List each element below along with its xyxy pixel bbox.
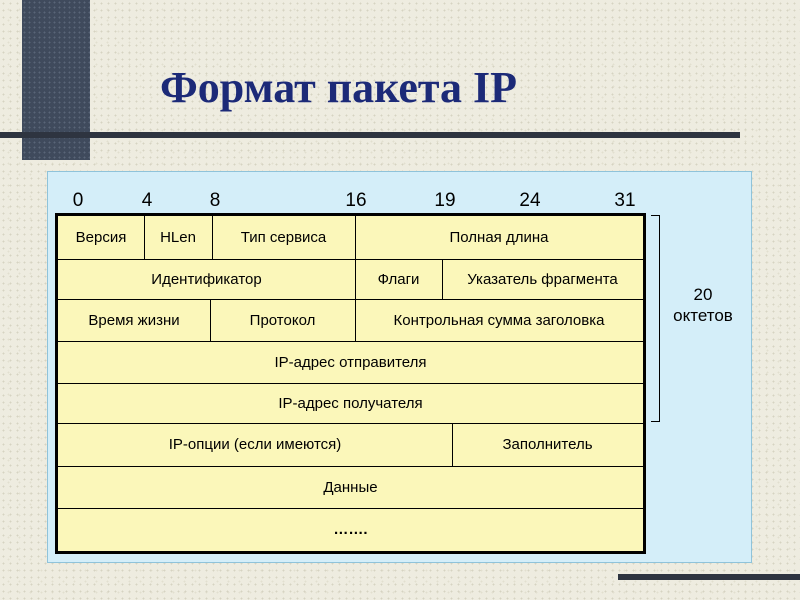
field-protocol: Протокол bbox=[249, 311, 316, 329]
header-size-unit: октетов bbox=[673, 306, 733, 325]
field-service-type: Тип сервиса bbox=[240, 229, 327, 246]
footer-rule bbox=[618, 574, 800, 580]
bit-label-4: 4 bbox=[141, 190, 153, 211]
bit-label-19: 19 bbox=[434, 190, 456, 211]
ip-packet-table bbox=[55, 213, 646, 554]
field-header-checksum: Контрольная сумма заголовка bbox=[393, 311, 605, 329]
field-ttl: Время жизни bbox=[88, 311, 180, 329]
field-padding: Заполнитель bbox=[502, 436, 593, 453]
header-bracket bbox=[651, 215, 660, 422]
bit-label-31: 31 bbox=[614, 190, 636, 211]
header-size-label bbox=[664, 284, 742, 326]
field-ip-options: IP-опции (если имеются) bbox=[168, 436, 342, 453]
field-more-data: ……. bbox=[333, 521, 368, 538]
field-flags: Флаги bbox=[377, 270, 420, 288]
bit-label-0: 0 bbox=[72, 190, 84, 211]
field-hlen: HLen bbox=[160, 229, 196, 246]
slide-title: Формат пакета IP bbox=[160, 63, 518, 112]
header-size-value: 20 bbox=[693, 285, 713, 304]
field-data: Данные bbox=[323, 478, 378, 496]
field-source-ip: IP-адрес отправителя bbox=[274, 353, 427, 371]
bit-label-24: 24 bbox=[519, 190, 541, 211]
field-version: Версия bbox=[75, 229, 127, 246]
bit-label-16: 16 bbox=[345, 190, 367, 211]
field-identifier: Идентификатор bbox=[151, 270, 262, 288]
bit-label-8: 8 bbox=[209, 190, 221, 211]
field-total-length: Полная длина bbox=[449, 229, 549, 246]
title-underline bbox=[0, 132, 740, 138]
field-destination-ip: IP-адрес получателя bbox=[278, 394, 423, 412]
field-fragment-offset: Указатель фрагмента bbox=[467, 270, 618, 288]
